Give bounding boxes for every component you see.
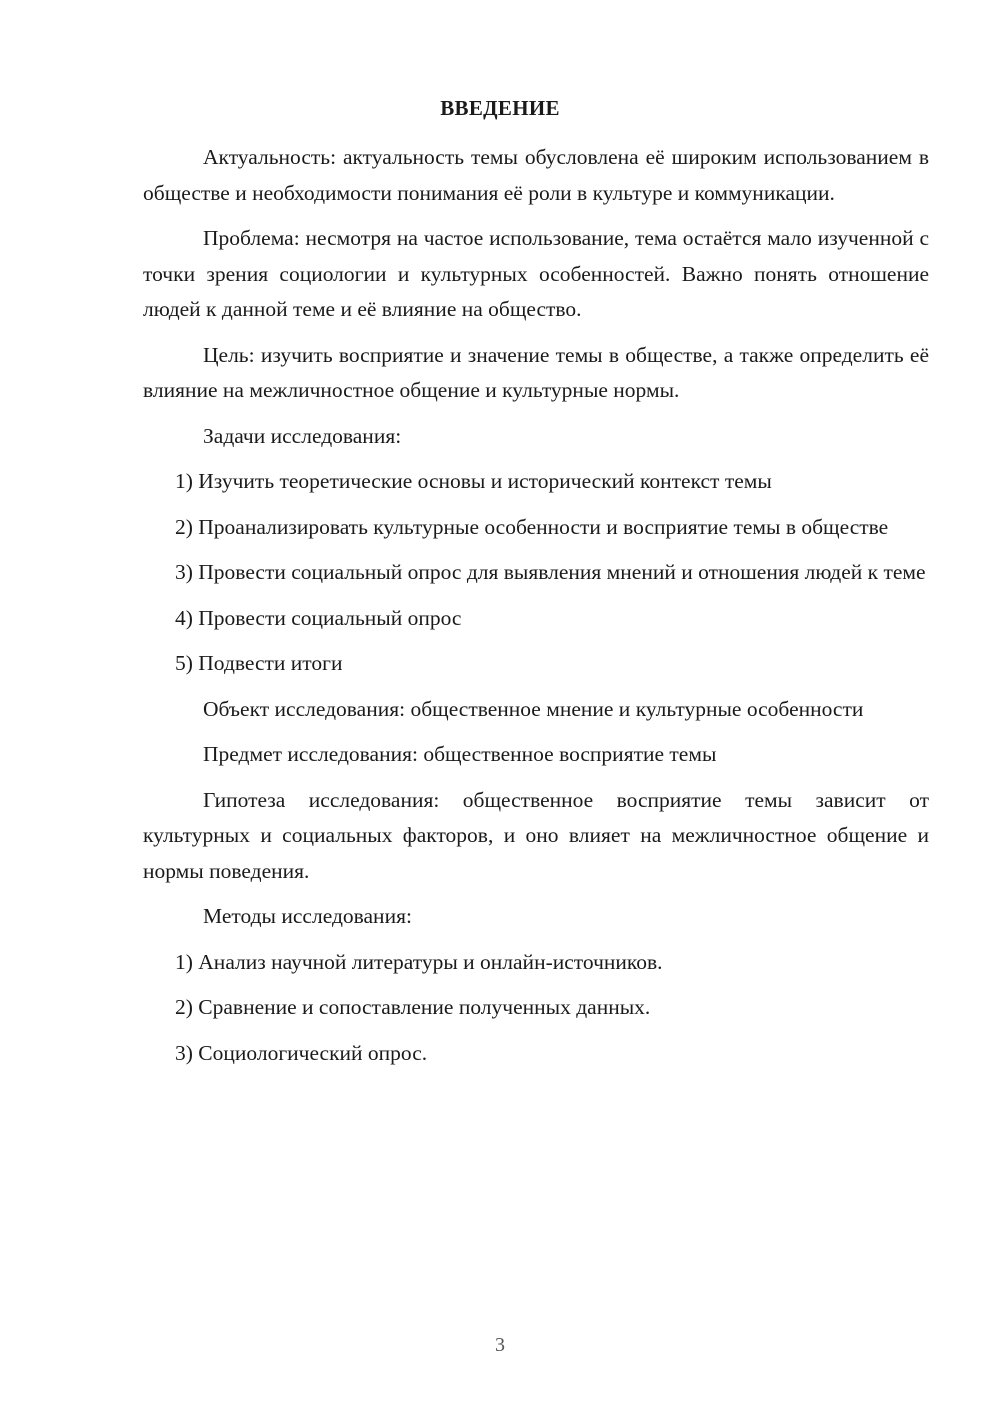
hypothesis-paragraph: Гипотеза исследования: общественное восприятие темы зависит от культурных и социальных факторов, и оно влияет на межличностное общение и нормы поведения. (143, 787, 929, 883)
relevance-paragraph: Актуальность: актуальность темы обусловлена её широким использованием в обществе и необходимости понимания её роли в культуре и коммуникации. (143, 145, 929, 205)
methods-heading: Методы исследования: (203, 904, 412, 928)
method-item-3: 3) Социологический опрос. (175, 1040, 428, 1065)
object-paragraph: Объект исследования: общественное мнение и культурные особенности (203, 696, 864, 721)
method-item-2: 2) Сравнение и сопоставление полученных данных. (175, 995, 651, 1019)
task-item-3: 3) Провести социальный опрос для выявления мнений и отношения людей к теме (175, 560, 926, 584)
method-item-1: 1) Анализ научной литературы и онлайн-источников. (175, 949, 663, 974)
section-title: ВВЕДЕНИЕ (440, 96, 560, 120)
goal-paragraph: Цель: изучить восприятие и значение темы в обществе, а также определить её влияние на межличностное общение и культурные нормы. (143, 342, 929, 402)
task-item-4: 4) Провести социальный опрос (175, 605, 462, 630)
task-item-1: 1) Изучить теоретические основы и исторический контекст темы (175, 469, 772, 493)
subject-paragraph: Предмет исследования: общественное восприятие темы (203, 742, 717, 766)
tasks-heading: Задачи исследования: (203, 423, 402, 448)
problem-paragraph: Проблема: несмотря на частое использование, тема остаётся мало изученной с точки зрения социологии и культурных особенностей. Важно понять отношение людей к данной теме и её влияние на общество. (143, 226, 929, 321)
task-item-5: 5) Подвести итоги (175, 651, 343, 675)
task-item-2: 2) Проанализировать культурные особенности и восприятие темы в обществе (175, 514, 889, 539)
body-text (143, 140, 929, 1081)
page-number: 3 (495, 1334, 505, 1356)
